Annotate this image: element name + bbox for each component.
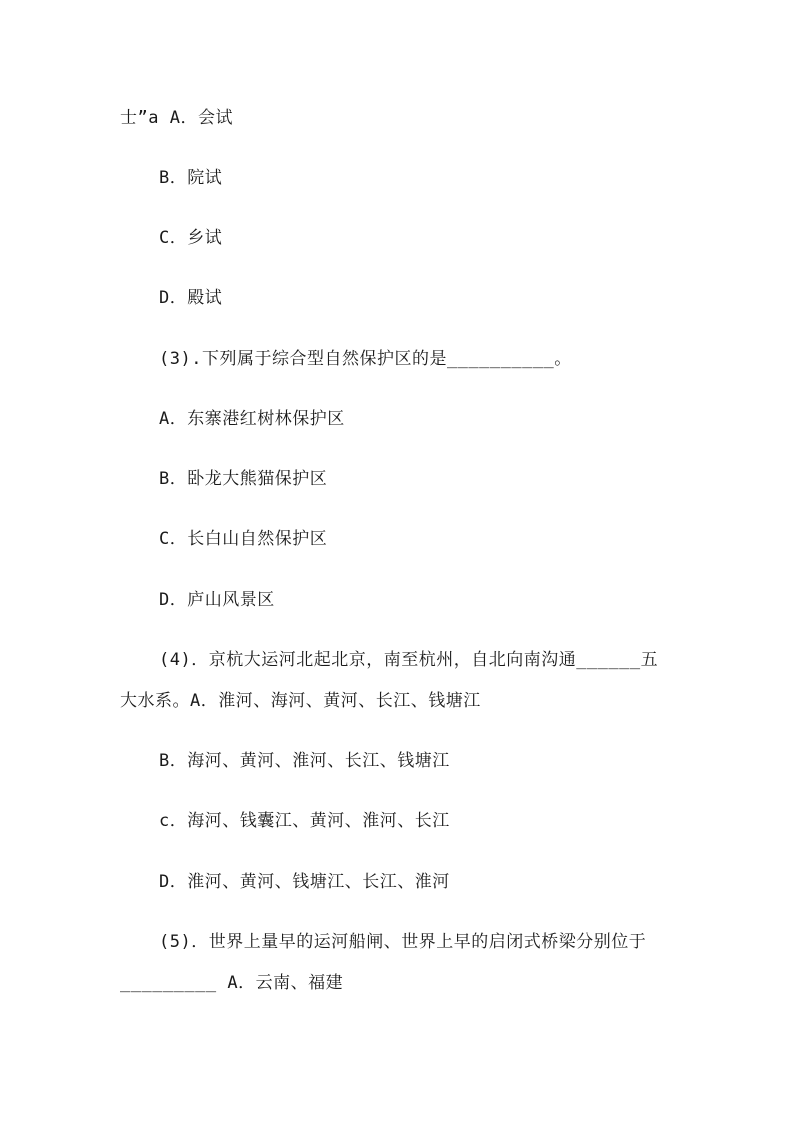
- option-line: c．海河、钱囊江、黄河、淮河、长江: [159, 811, 450, 831]
- option-line: D．殿试: [159, 288, 223, 308]
- option-line: C．长白山自然保护区: [159, 529, 328, 549]
- option-line: B．海河、黄河、淮河、长江、钱塘江: [159, 751, 450, 771]
- option-line: A．东寨港红树林保护区: [159, 409, 345, 429]
- text-line: 士”a A．会试: [120, 108, 233, 128]
- option-line: B．卧龙大熊猫保护区: [159, 469, 328, 489]
- question-line: (3).下列属于综合型自然保护区的是__________。: [159, 349, 572, 369]
- question-line: (4)．京杭大运河北起北京，南至杭州，自北向南沟通______五: [159, 650, 659, 670]
- option-line: B．院试: [159, 168, 223, 188]
- option-line: D．庐山风景区: [159, 590, 275, 610]
- question-line: (5)．世界上量早的运河船闸、世界上早的启闭式桥梁分别位于: [159, 932, 647, 952]
- option-line: C．乡试: [159, 228, 223, 248]
- question-line-continued: _________ A．云南、福建: [120, 973, 344, 993]
- question-line-continued: 大水系。A．淮河、海河、黄河、长江、钱塘江: [120, 691, 481, 711]
- option-line: D．淮河、黄河、钱塘江、长江、淮河: [159, 872, 450, 892]
